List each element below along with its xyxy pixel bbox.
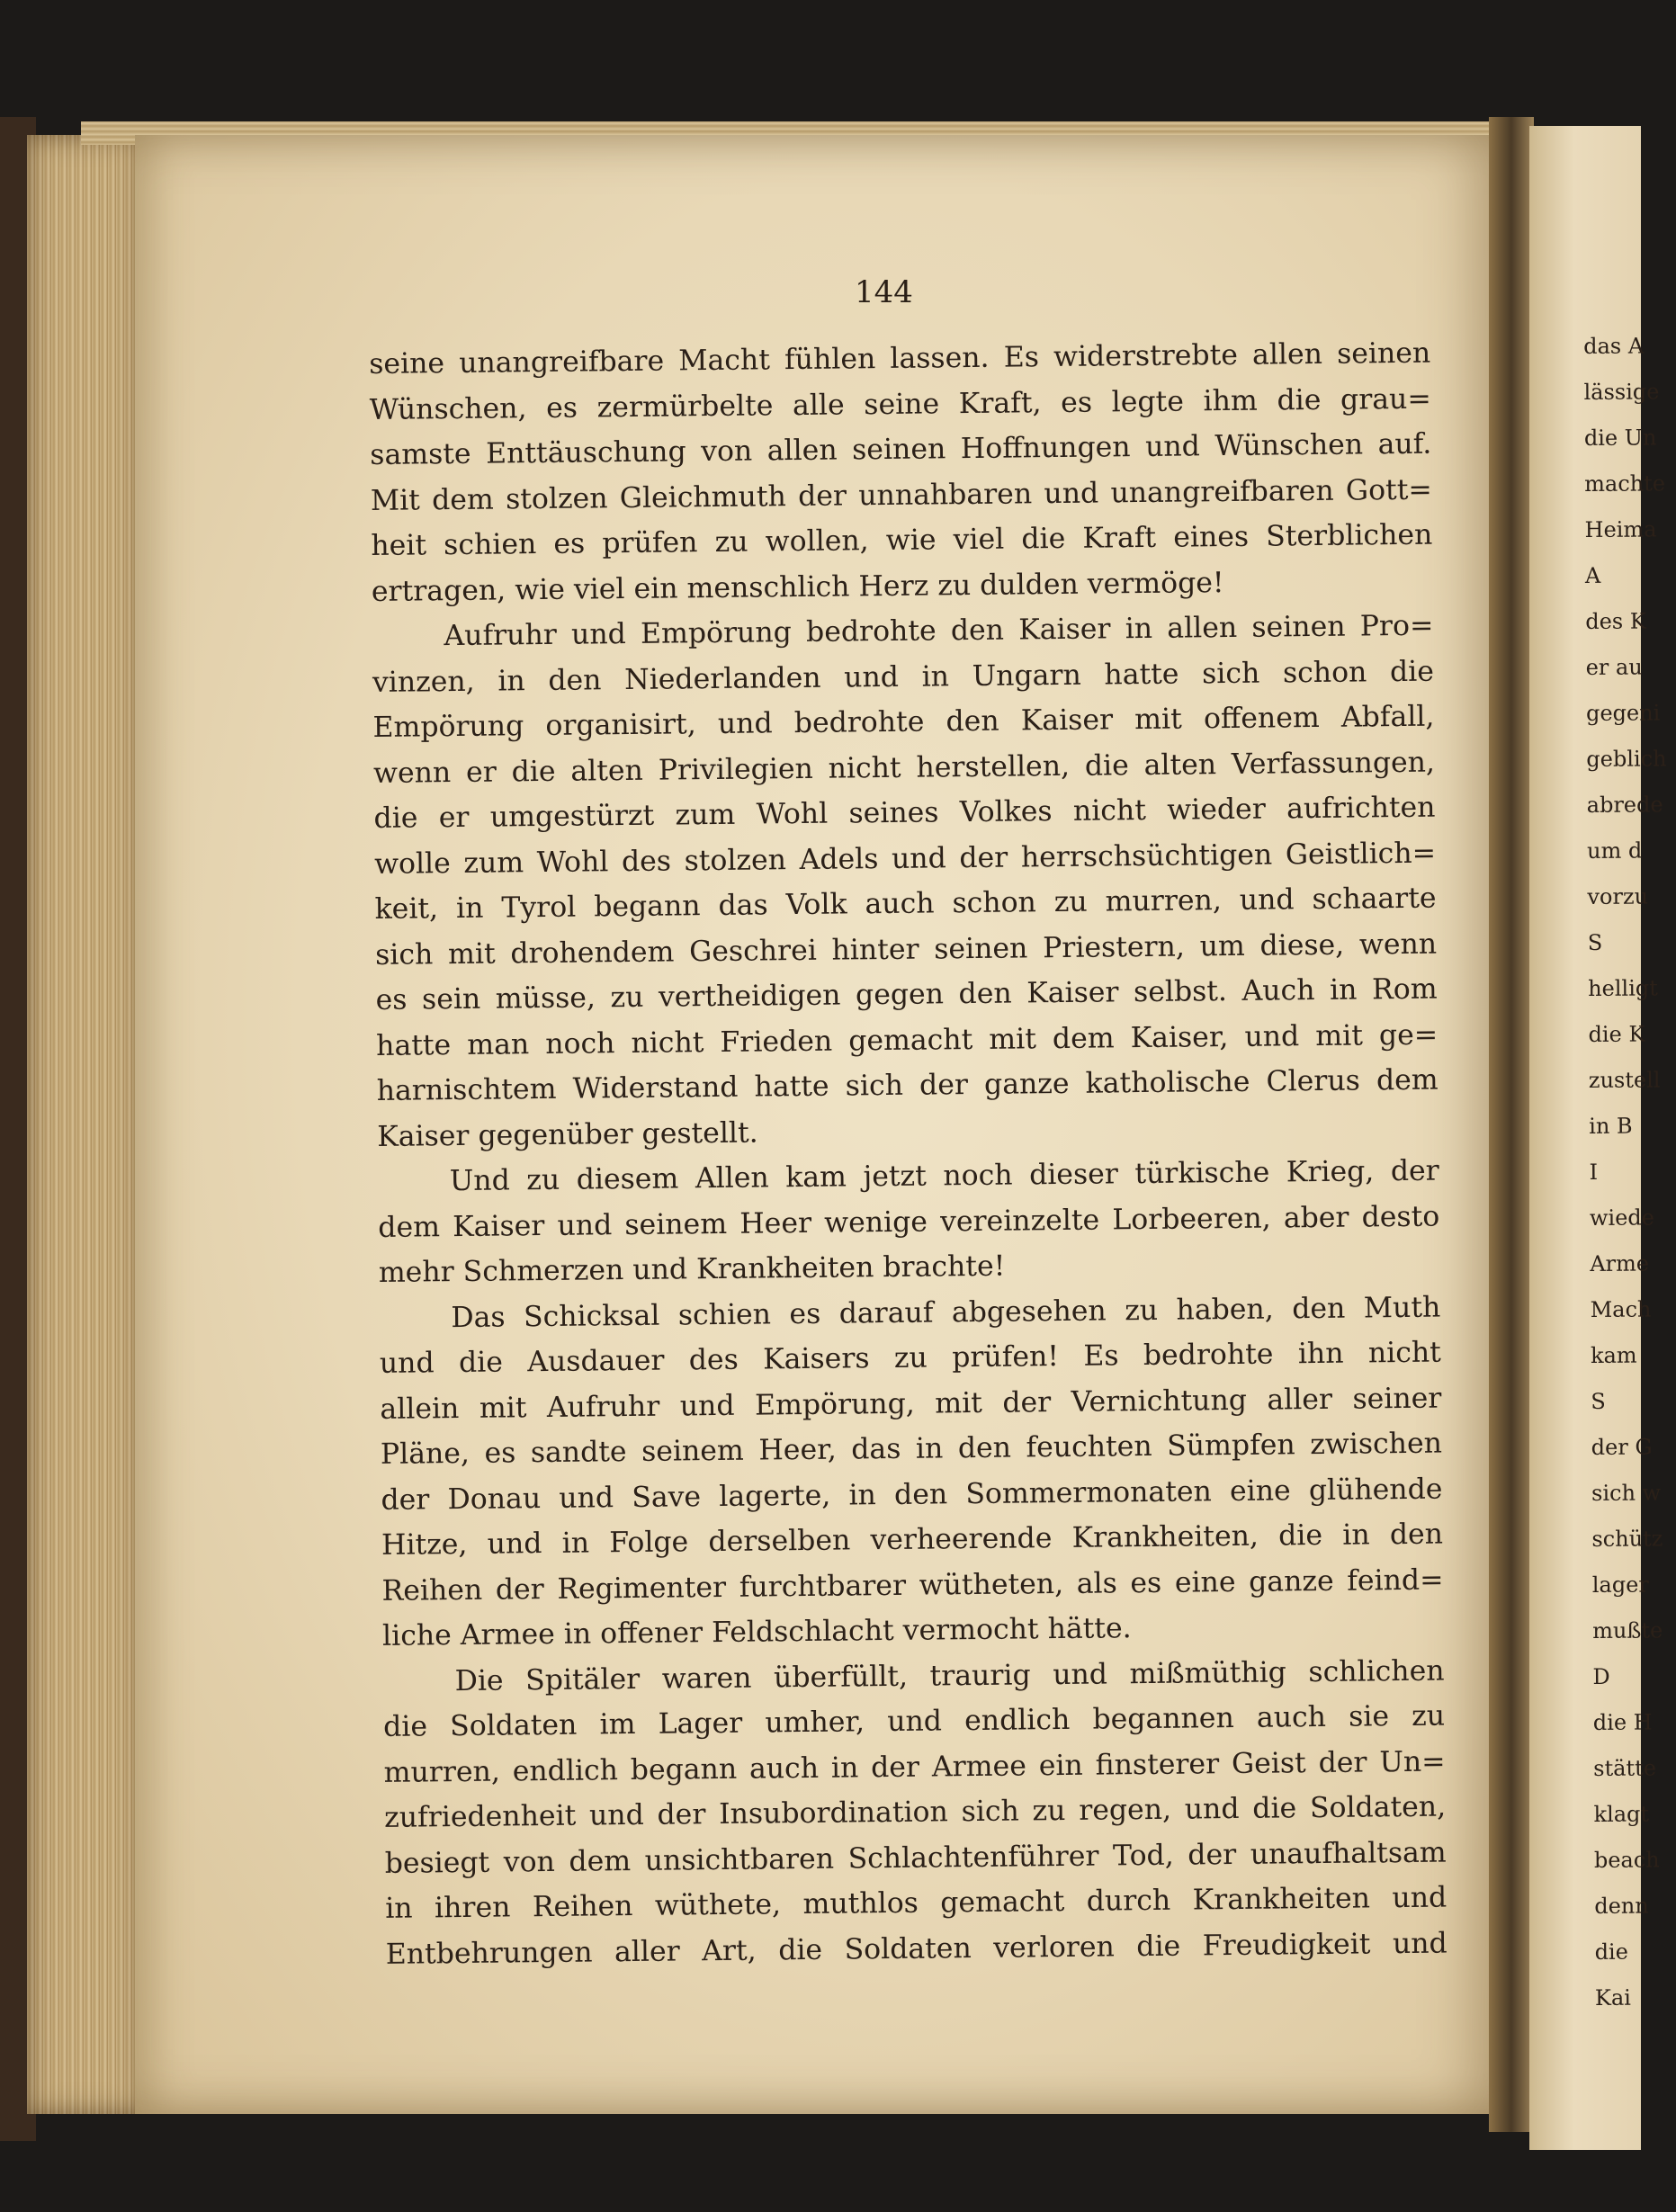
text-line: Empörung organisirt, und bedrohte den Kaiser mit offenem Abfall, — [372, 700, 1435, 744]
right-page-fragment: des K — [1585, 608, 1646, 634]
text-line: die er umgestürzt zum Wohl seines Volkes nicht wieder aufrichten — [373, 791, 1436, 835]
text-line: seine unangreifbare Macht fühlen lassen. Es widerstrebte allen seinen — [369, 336, 1431, 381]
text-line: liche Armee in offener Feldschlacht vermocht hätte. — [381, 1612, 1132, 1652]
text-line: Entbehrungen aller Art, die Soldaten verloren die Freudigkeit und — [385, 1927, 1447, 1971]
right-page-fragment: mußte — [1592, 1617, 1663, 1643]
right-page-fragment: Heima — [1584, 516, 1657, 542]
text-line: wolle zum Wohl des stolzen Adels und der herrschsüchtigen Geistlich= — [373, 837, 1437, 881]
text-line: allein mit Aufruhr und Empörung, mit der Vernichtung aller seiner — [380, 1382, 1442, 1426]
right-page-fragment: er au — [1585, 654, 1643, 680]
right-page-fragment: I — [1589, 1159, 1599, 1185]
right-page-fragment: vorzu — [1587, 883, 1649, 909]
right-page-fragment: machte — [1584, 470, 1666, 497]
right-page-fragment: beach — [1593, 1847, 1660, 1873]
right-page-fragment: A — [1584, 562, 1601, 588]
text-line: Reihen der Regimenter furchtbarer wütheten, als es eine ganze feind= — [381, 1563, 1444, 1608]
book-gutter — [1489, 117, 1534, 2132]
text-line: dem Kaiser und seinem Heer wenige vereinzelte Lorbeeren, aber desto — [378, 1200, 1440, 1244]
right-page-fragment: klagt — [1593, 1801, 1650, 1827]
text-line: Kaiser gegenüber gestellt. — [377, 1116, 758, 1153]
text-line: Und zu diesem Allen kam jetzt noch dieser türkische Krieg, der — [449, 1154, 1439, 1198]
right-page-fragment: kam — [1590, 1342, 1637, 1368]
page-edges — [27, 135, 144, 2114]
paragraph — [369, 331, 1433, 614]
right-page-fragment: der G — [1591, 1434, 1653, 1460]
right-page-fragment: in B — [1589, 1113, 1633, 1139]
text-line: harnischtem Widerstand hatte sich der ganze katholische Clerus dem — [376, 1063, 1438, 1107]
text-line: samste Enttäuschung von allen seinen Hoffnungen und Wünschen auf. — [370, 427, 1432, 471]
right-page-fragment: wiede — [1589, 1205, 1655, 1231]
text-line: ertragen, wie viel ein menschlich Herz zu dulden vermöge! — [371, 566, 1224, 608]
text-line: murren, endlich begann auch in der Armee ein finsterer Geist der Un= — [383, 1745, 1446, 1789]
text-line: Pläne, es sandte seinem Heer, das in den feuchten Sümpfen zwischen — [380, 1427, 1443, 1471]
right-page-fragment: lässige — [1583, 379, 1660, 405]
text-line: Aufruhr und Empörung bedrohte den Kaiser in allen seinen Pro= — [444, 609, 1434, 653]
right-page-fragment: das A — [1583, 333, 1645, 359]
paragraph — [379, 1285, 1444, 1659]
text-line: sich mit drohendem Geschrei hinter seinen Priestern, um diese, wenn — [374, 927, 1438, 972]
text-line: hatte man noch nicht Frieden gemacht mit dem Kaiser, und mit ge= — [376, 1018, 1438, 1062]
text-line: mehr Schmerzen und Krankheiten brachte! — [378, 1249, 1006, 1289]
text-line: Die Spitäler waren überfüllt, traurig und mißmüthig schlichen — [454, 1654, 1445, 1697]
text-line: und die Ausdauer des Kaisers zu prüfen! Es bedrohte ihn nicht — [379, 1336, 1442, 1380]
right-page-fragment: S — [1587, 929, 1603, 955]
paragraph — [382, 1648, 1447, 1977]
right-page-fragment: sich w — [1591, 1480, 1662, 1506]
text-line: der Donau und Save lagerte, in den Sommermonaten eine glühende — [381, 1473, 1443, 1517]
right-page-fragment: geblich — [1586, 746, 1667, 772]
right-page-fragment: die — [1594, 1939, 1628, 1965]
text-line: keit, in Tyrol begann das Volk auch schon zu murren, und schaarte — [374, 882, 1437, 926]
right-page-fragment: stätte — [1593, 1755, 1657, 1781]
text-line: wenn er die alten Privilegien nicht herstellen, die alten Verfassungen, — [372, 746, 1436, 790]
body-text — [369, 331, 1447, 1977]
right-page-fragment: die K — [1588, 1021, 1645, 1047]
right-page-text — [1583, 324, 1667, 2021]
right-page-fragment: schütz — [1591, 1526, 1663, 1552]
right-page-fragment: Mach — [1590, 1296, 1652, 1322]
text-line: Wünschen, es zermürbelte alle seine Kraft, es legte ihm die grau= — [369, 382, 1431, 426]
right-page-fragment: abrede — [1586, 792, 1663, 818]
text-line: vinzen, in den Niederlanden und in Ungarn hatte sich schon die — [372, 655, 1435, 699]
right-page-fragment: denn — [1594, 1893, 1649, 1919]
right-page-fragment: gegeni — [1585, 700, 1661, 726]
text-line: zufriedenheit und der Insubordination sich zu regen, und die Soldaten, — [383, 1790, 1447, 1834]
text-line: heit schien es prüfen zu wollen, wie viel die Kraft eines Sterblichen — [371, 518, 1433, 562]
text-line: Hitze, und in Folge derselben verheerende Krankheiten, die in den — [381, 1518, 1444, 1562]
text-line: Mit dem stolzen Gleichmuth der unnahbaren und unangreifbaren Gott= — [370, 473, 1432, 517]
right-page-fragment: die Un — [1583, 425, 1657, 451]
right-page-fragment: helligt — [1588, 975, 1658, 1001]
right-page-fragment: lager — [1591, 1572, 1649, 1598]
text-line: es sein müsse, zu vertheidigen gegen den Kaiser selbst. Auch in Rom — [375, 972, 1438, 1016]
text-line: in ihren Reihen wüthete, muthlos gemacht durch Krankheiten und — [385, 1881, 1447, 1925]
paragraph — [378, 1149, 1441, 1296]
page-number: 144 — [855, 274, 913, 310]
right-page-fragment: Kai — [1594, 1984, 1632, 2011]
right-page-fragment: die H — [1592, 1709, 1653, 1735]
paragraph — [372, 604, 1438, 1160]
right-page-fragment: Arme — [1590, 1250, 1650, 1276]
text-line: die Soldaten im Lager umher, und endlich begannen auch sie zu — [382, 1699, 1446, 1743]
right-page-fragment: S — [1591, 1388, 1606, 1414]
right-page-fragment: zustell — [1588, 1067, 1661, 1093]
text-line: Das Schicksal schien es darauf abgesehen zu haben, den Muth — [451, 1291, 1441, 1334]
text-line: besiegt von dem unsichtbaren Schlachtenführer Tod, der unaufhaltsam — [384, 1836, 1447, 1880]
right-page-fragment: um d — [1586, 837, 1643, 864]
right-page-fragment: D — [1592, 1663, 1610, 1689]
